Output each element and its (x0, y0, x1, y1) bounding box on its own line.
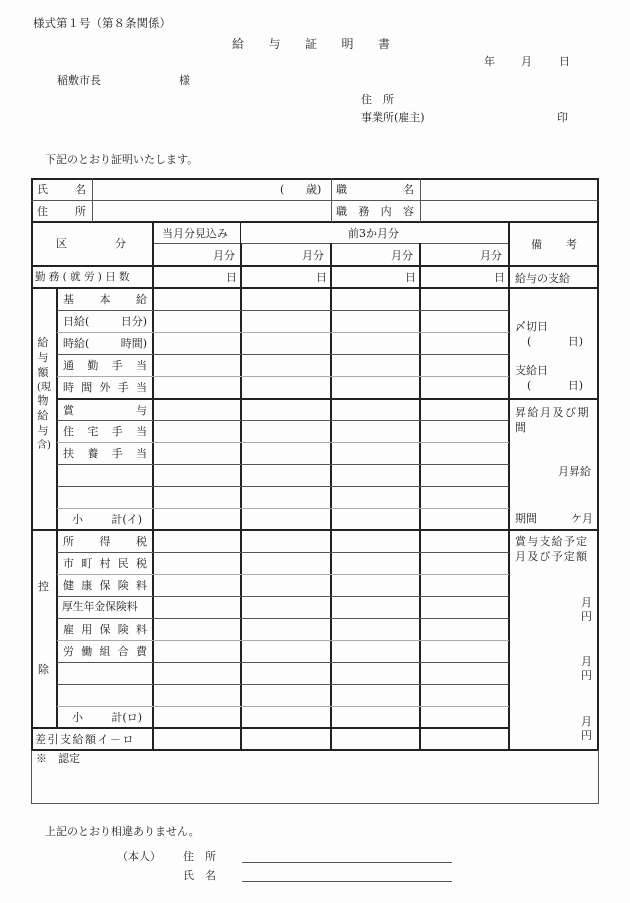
footer-address-label: 住 所 (183, 850, 216, 863)
label-char: (現 (37, 381, 51, 393)
addressee-honorific: 様 (179, 74, 190, 87)
label-char: 名 (403, 183, 414, 196)
previous-3-months-header: 前3か月分 (348, 227, 399, 240)
label-part: 日給( (63, 315, 90, 328)
label-char: 得 (99, 535, 111, 548)
name-field[interactable] (94, 180, 330, 200)
job-title-field[interactable] (422, 180, 597, 200)
label-part: 時給( (63, 337, 90, 350)
label-char: 勤 (87, 359, 99, 372)
remarks-header (531, 239, 577, 250)
label-char: 険 (117, 623, 129, 636)
remarks-payday-day[interactable] (527, 380, 583, 391)
deduction-row-employment-insurance (63, 624, 147, 635)
month-unit-prev-3[interactable]: 月分 (480, 249, 502, 262)
label-part: 日分) (120, 315, 147, 328)
salary-row-housing (63, 426, 147, 437)
label-char: 時 (63, 381, 74, 394)
remarks-raise-title: 昇給月及び期間 (515, 406, 590, 434)
deduction-row-income-tax (63, 536, 147, 547)
paren-open: ( (527, 379, 532, 392)
label-char: 与 (37, 423, 49, 437)
label-char: 含) (37, 439, 51, 451)
deduction-row-union-dues (63, 646, 147, 657)
label-char: 健 (63, 579, 74, 592)
label-char: 用 (81, 623, 93, 636)
label-char: 与 (136, 404, 147, 417)
label-char: 備 (531, 238, 542, 251)
workdays-prev-2-unit[interactable]: 日 (405, 271, 416, 284)
remarks-bonus-yen-3[interactable]: 円 (581, 729, 592, 742)
label-char: 本 (99, 293, 111, 306)
salary-row-daily (63, 316, 147, 327)
label-char: 雇 (63, 623, 74, 636)
day-close: 日) (567, 379, 583, 392)
date-year-label[interactable]: 年 (484, 55, 495, 68)
label-part: 計(イ) (111, 513, 142, 526)
confirmation-statement: 上記のとおり相違ありません。 (45, 825, 200, 838)
label-char: 考 (566, 238, 577, 251)
label-char: 料 (136, 623, 147, 636)
label-char: 住 (63, 425, 74, 438)
label-char: 間 (81, 381, 93, 394)
label-char: 内 (380, 205, 392, 218)
footer-address-line[interactable] (242, 862, 452, 863)
label-char: 手 (111, 359, 123, 372)
label-char: 小 (72, 711, 83, 724)
deduction-group-label-2: 除 (38, 663, 49, 676)
label-char: 小 (72, 513, 83, 526)
seal-mark: 印 (557, 111, 568, 124)
label-char: 区 (56, 237, 67, 250)
job-description-label (336, 206, 414, 217)
age-label: 歳) (306, 183, 322, 196)
salary-row-basic (63, 294, 147, 305)
label-char: 職 (336, 183, 347, 196)
label-char: 当 (135, 359, 147, 372)
label-char: 手 (111, 425, 123, 438)
label-char: 額 (37, 365, 49, 379)
salary-row-overtime (63, 382, 147, 393)
label-char: 賞 (63, 404, 74, 417)
label-char: 容 (402, 205, 414, 218)
title-char: 給 (232, 37, 245, 51)
label-char: 給 (37, 408, 49, 422)
salary-row-dependent (63, 448, 147, 459)
deduction-row-resident-tax (63, 558, 147, 569)
date-month-label[interactable]: 月 (521, 55, 532, 68)
label-char: 分 (115, 237, 126, 250)
remarks-bonus-month-3[interactable]: 月 (581, 715, 592, 728)
label-char: 費 (136, 645, 147, 658)
label-char: 組 (99, 645, 111, 658)
remarks-bonus-month-1[interactable]: 月 (581, 596, 592, 609)
month-unit-prev-2[interactable]: 月分 (391, 249, 413, 262)
remarks-cutoff-label: 〆切日 (515, 320, 548, 333)
remarks-cutoff-day[interactable] (527, 336, 583, 347)
form-number: 様式第１号（第８条関係） (33, 16, 171, 30)
remarks-bonus-month-2[interactable]: 月 (581, 655, 592, 668)
age-paren: ( (280, 183, 285, 196)
label-char: 合 (117, 645, 129, 658)
label-part: 計(ロ) (111, 711, 142, 724)
label-part: 時間) (120, 337, 147, 350)
label-char: 当 (135, 425, 147, 438)
label-char: 当 (136, 381, 147, 394)
remarks-raise-month[interactable]: 月昇給 (558, 465, 591, 478)
label-char: 名 (75, 183, 86, 196)
address-field[interactable] (94, 202, 330, 221)
remarks-payment-title: 給与の支給 (515, 272, 570, 285)
category-header (56, 238, 126, 249)
label-char: 扶 (63, 447, 74, 460)
workdays-prev-3-unit[interactable]: 日 (494, 271, 505, 284)
label-char: 康 (81, 579, 93, 592)
day-close: 日) (567, 335, 583, 348)
salary-subtotal-label (72, 514, 142, 525)
employer-address-label: 住 所 (361, 93, 394, 106)
label-char: 険 (117, 579, 129, 592)
workdays-current-unit[interactable]: 日 (226, 271, 237, 284)
remarks-payday-label: 支給日 (515, 364, 548, 377)
deduction-row-health-insurance (63, 580, 147, 591)
net-pay-label: 差引支給額イ－ロ (35, 733, 135, 746)
label-char: 手 (117, 381, 129, 394)
title-char: 明 (341, 37, 354, 51)
self-label: （本人） (117, 850, 161, 863)
certification-statement: 下記のとおり証明いたします。 (45, 153, 199, 166)
label-char: 当 (135, 447, 147, 460)
addressee: 稲敷市長 (57, 74, 101, 87)
footer-name-line[interactable] (242, 881, 452, 882)
deduction-group-label-1: 控 (38, 580, 49, 593)
employer-label: 事業所(雇主) (361, 111, 425, 124)
label-char: 税 (136, 557, 147, 570)
label-char: 村 (99, 557, 111, 570)
job-description-field[interactable] (422, 202, 597, 221)
footer-name-label: 氏 名 (183, 869, 216, 882)
label-char: 氏 (37, 183, 48, 196)
workdays-label: 勤 務 ( 就 労 ) 日 数 (35, 271, 130, 283)
month-unit-prev-1[interactable]: 月分 (302, 249, 324, 262)
remarks-period-unit[interactable]: ケ月 (571, 512, 593, 525)
label-char: 住 (37, 205, 48, 218)
label-char: 保 (99, 623, 111, 636)
label-char: 基 (63, 293, 74, 306)
label-char: 与 (37, 350, 49, 364)
label-char: 物 (37, 394, 49, 408)
deduction-subtotal-label (72, 712, 142, 723)
label-char: 料 (136, 579, 147, 592)
date-day-label[interactable]: 日 (559, 55, 570, 68)
remarks-bonus-yen-2[interactable]: 円 (581, 669, 592, 682)
workdays-prev-1-unit[interactable]: 日 (316, 271, 327, 284)
label-char: 税 (136, 535, 147, 548)
label-char: 外 (99, 381, 111, 394)
name-label (37, 184, 86, 195)
title-char: 証 (304, 37, 317, 51)
label-char: 民 (117, 557, 129, 570)
label-char: 給 (136, 293, 147, 306)
certification-note: ※ 認定 (36, 752, 80, 765)
salary-group-label (37, 336, 49, 452)
remarks-period-label: 期間 (515, 512, 537, 525)
paren-open: ( (527, 335, 532, 348)
label-char: 務 (358, 205, 370, 218)
label-char: 保 (99, 579, 111, 592)
label-char: 市 (63, 557, 74, 570)
label-char: 働 (81, 645, 93, 658)
label-char: 手 (111, 447, 123, 460)
label-char: 職 (336, 205, 347, 218)
deduction-row-pension: 厚生年金保険料 (62, 600, 138, 613)
label-char: 給 (37, 336, 49, 349)
label-char: 所 (75, 205, 86, 218)
label-char: 町 (81, 557, 93, 570)
salary-row-commute (63, 360, 147, 371)
label-char: 養 (87, 447, 99, 460)
address-label (37, 206, 86, 217)
label-char: 通 (63, 359, 74, 372)
title-char: 与 (268, 37, 281, 51)
title-char: 書 (377, 37, 390, 51)
label-char: 労 (63, 645, 74, 658)
remarks-bonus-yen-1[interactable]: 円 (581, 610, 592, 623)
salary-row-bonus (63, 405, 147, 416)
remarks-bonus-title: 賞与支給予定月及び予定額 (515, 535, 589, 563)
label-char: 所 (63, 535, 74, 548)
month-unit-current[interactable]: 月分 (213, 249, 235, 262)
job-title-label (336, 184, 414, 195)
current-month-header: 当月分見込み (162, 227, 228, 240)
salary-row-hourly (63, 338, 147, 349)
label-char: 宅 (87, 425, 99, 438)
